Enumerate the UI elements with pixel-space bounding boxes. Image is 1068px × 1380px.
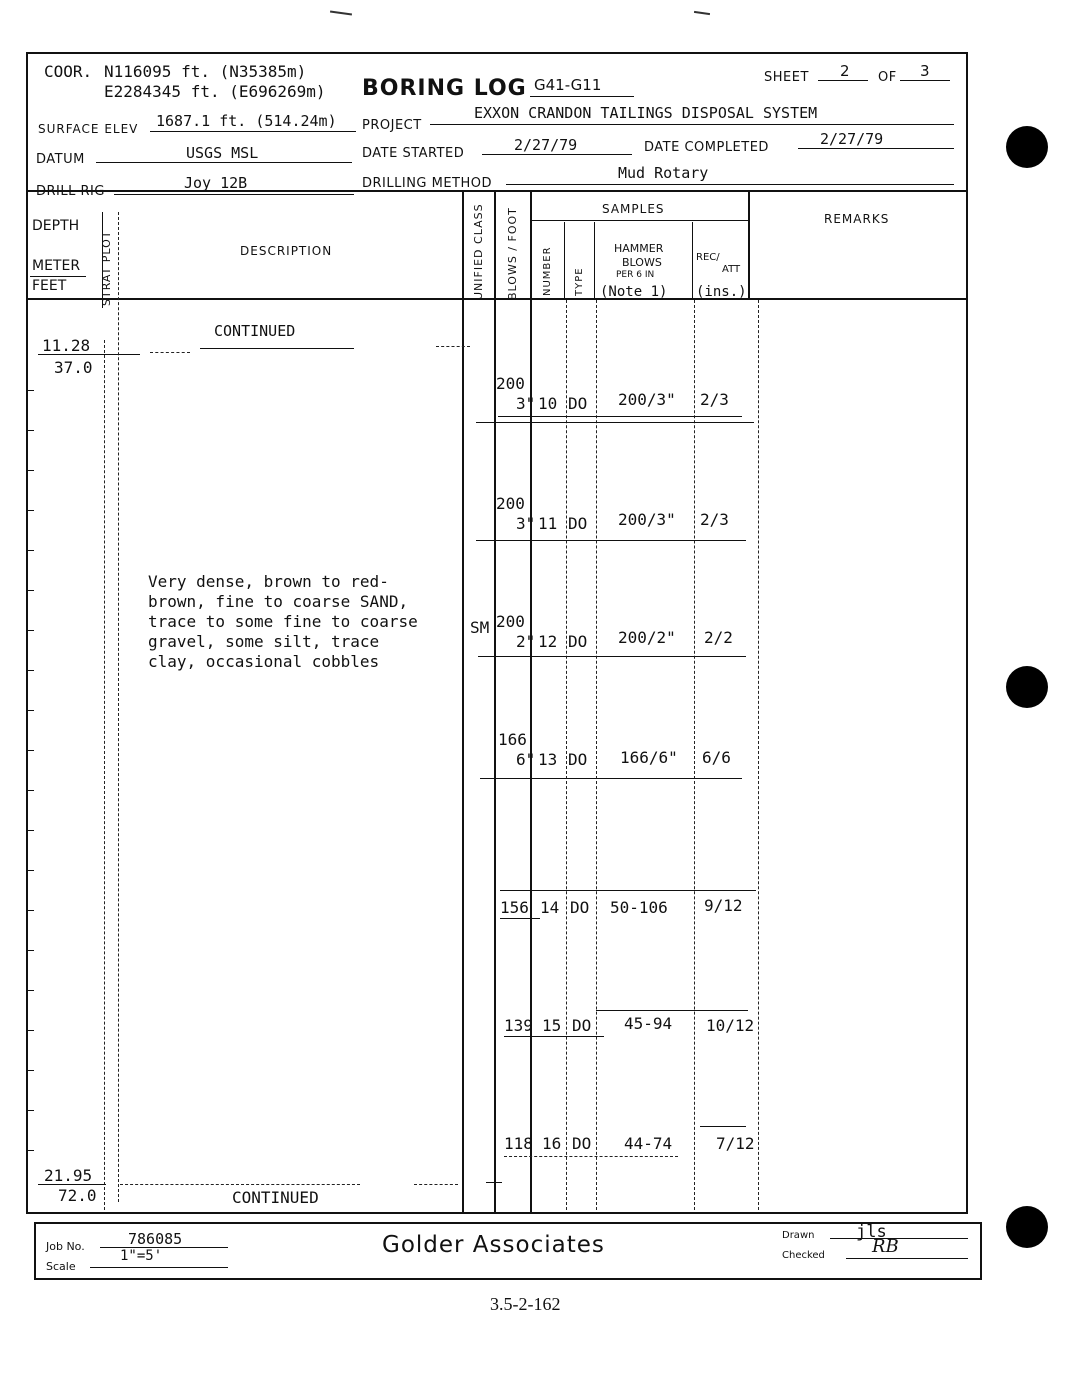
checked-label: Checked [782, 1250, 825, 1261]
sample-number: 15 [542, 1016, 562, 1035]
boring-id: G41-G11 [534, 76, 602, 94]
punch-hole-top [1006, 126, 1048, 168]
sample-number: 13 [538, 750, 558, 769]
surface-elev-value: 1687.1 ft. (514.24m) [156, 112, 337, 130]
datum-label: DATUM [36, 152, 85, 167]
coor-east: E2284345 ft. (E696269m) [104, 82, 326, 101]
blows-value: 200 [496, 494, 525, 513]
number-header: NUMBER [542, 246, 553, 296]
datum-value: USGS MSL [186, 144, 259, 162]
blows-value: 139 [504, 1016, 533, 1035]
blows-increment: 6" [516, 750, 536, 769]
sample-type: DO [570, 898, 590, 917]
recovery: 10/12 [706, 1016, 755, 1035]
hammer-blows: 200/3" [618, 390, 676, 409]
sheet-label: SHEET [764, 70, 809, 85]
surface-elev-label: SURFACE ELEV [38, 122, 139, 136]
continued-bottom: CONTINUED [232, 1188, 319, 1207]
blows-increment: 3" [516, 514, 536, 533]
rec-units: (ins.) [696, 284, 747, 300]
hammer-blows: 200/3" [618, 510, 676, 529]
continued-top: CONTINUED [214, 322, 296, 340]
sheet-total: 3 [920, 62, 930, 80]
blows-value: 156 [500, 898, 529, 917]
drill-rig-value: Joy 12B [184, 174, 248, 192]
rec-header: REC/ [696, 252, 720, 263]
date-completed-value: 2/27/79 [820, 130, 884, 148]
description-header: DESCRIPTION [240, 244, 333, 258]
sample-type: DO [568, 514, 588, 533]
sample-type: DO [568, 750, 588, 769]
description-line-4: gravel, some silt, trace [148, 632, 380, 651]
drawn-label: Drawn [782, 1230, 815, 1241]
unified-class-value: SM [470, 618, 490, 637]
hammer-blows: 45-94 [624, 1014, 673, 1033]
sample-type: DO [572, 1134, 592, 1153]
blows-value: 118 [504, 1134, 533, 1153]
description-line-1: Very dense, brown to red- [148, 572, 389, 591]
sample-type: DO [568, 632, 588, 651]
punch-hole-middle [1006, 666, 1048, 708]
strat-plot-header: STRAT PLOT [100, 230, 113, 306]
type-header: TYPE [574, 267, 585, 296]
recovery: 6/6 [702, 748, 731, 767]
samples-header: SAMPLES [602, 202, 665, 216]
hammer-header-2: BLOWS [622, 256, 662, 269]
recovery: 7/12 [716, 1134, 755, 1153]
blows-value: 200 [496, 374, 525, 393]
recovery: 2/3 [700, 390, 729, 409]
sample-number: 10 [538, 394, 558, 413]
sample-number: 12 [538, 632, 558, 651]
hammer-blows: 44-74 [624, 1134, 673, 1153]
description-line-3: trace to some fine to coarse [148, 612, 418, 631]
coor-north: N116095 ft. (N35385m) [104, 62, 307, 81]
date-started-value: 2/27/79 [514, 136, 578, 154]
sample-type: DO [572, 1016, 592, 1035]
hammer-note: (Note 1) [600, 284, 668, 300]
date-started-label: DATE STARTED [362, 146, 465, 161]
project-value: EXXON CRANDON TAILINGS DISPOSAL SYSTEM [474, 104, 818, 122]
description-line-5: clay, occasional cobbles [148, 652, 380, 671]
page-number: 3.5-2-162 [490, 1294, 561, 1314]
boring-log-title: BORING LOG [362, 76, 527, 101]
project-label: PROJECT [362, 118, 422, 133]
depth-bottom-meters: 21.95 [44, 1166, 93, 1185]
hammer-blows: 50-106 [610, 898, 668, 917]
hammer-blows: 200/2" [618, 628, 676, 647]
depth-top-feet: 37.0 [54, 358, 93, 377]
att-header: ATT [722, 264, 741, 275]
drawn-value: jls [856, 1222, 887, 1242]
blows-increment: 3" [516, 394, 536, 413]
sheet-number: 2 [840, 62, 850, 80]
recovery: 2/3 [700, 510, 729, 529]
hammer-blows: 166/6" [620, 748, 678, 767]
sample-number: 14 [540, 898, 560, 917]
hammer-header-3: PER 6 IN [616, 270, 655, 280]
sample-number: 11 [538, 514, 558, 533]
meter-header: METER [32, 258, 81, 274]
scale-value: 1"=5' [120, 1248, 163, 1264]
drill-rig-label: DRILL RIG [36, 184, 105, 199]
remarks-header: REMARKS [824, 212, 890, 226]
blows-increment: 2" [516, 632, 536, 651]
scale-label: Scale [46, 1260, 76, 1273]
unified-class-header: UNIFIED CLASS [472, 203, 485, 300]
soil-description [148, 572, 418, 672]
sample-type: DO [568, 394, 588, 413]
blows-value: 166 [498, 730, 527, 749]
drilling-method-value: Mud Rotary [618, 164, 709, 182]
drilling-method-label: DRILLING METHOD [362, 176, 493, 191]
date-completed-label: DATE COMPLETED [644, 140, 769, 155]
checked-initials: RB [872, 1236, 899, 1257]
depth-header: DEPTH [32, 218, 80, 234]
hammer-header-1: HAMMER [614, 242, 664, 255]
company-name: Golder Associates [382, 1232, 605, 1258]
feet-header: FEET [32, 278, 67, 294]
coor-label: COOR. [44, 62, 93, 81]
sample-number: 16 [542, 1134, 562, 1153]
recovery: 2/2 [704, 628, 733, 647]
depth-bottom-feet: 72.0 [58, 1186, 97, 1205]
recovery: 9/12 [704, 896, 743, 915]
job-number-label: Job No. [46, 1240, 85, 1253]
description-line-2: brown, fine to coarse SAND, [148, 592, 409, 611]
job-number-value: 786085 [128, 1230, 183, 1248]
of-label: OF [878, 70, 897, 85]
depth-top-meters: 11.28 [42, 336, 91, 355]
punch-hole-bottom [1006, 1206, 1048, 1248]
blows-foot-header: BLOWS / FOOT [506, 207, 519, 300]
blows-value: 200 [496, 612, 525, 631]
